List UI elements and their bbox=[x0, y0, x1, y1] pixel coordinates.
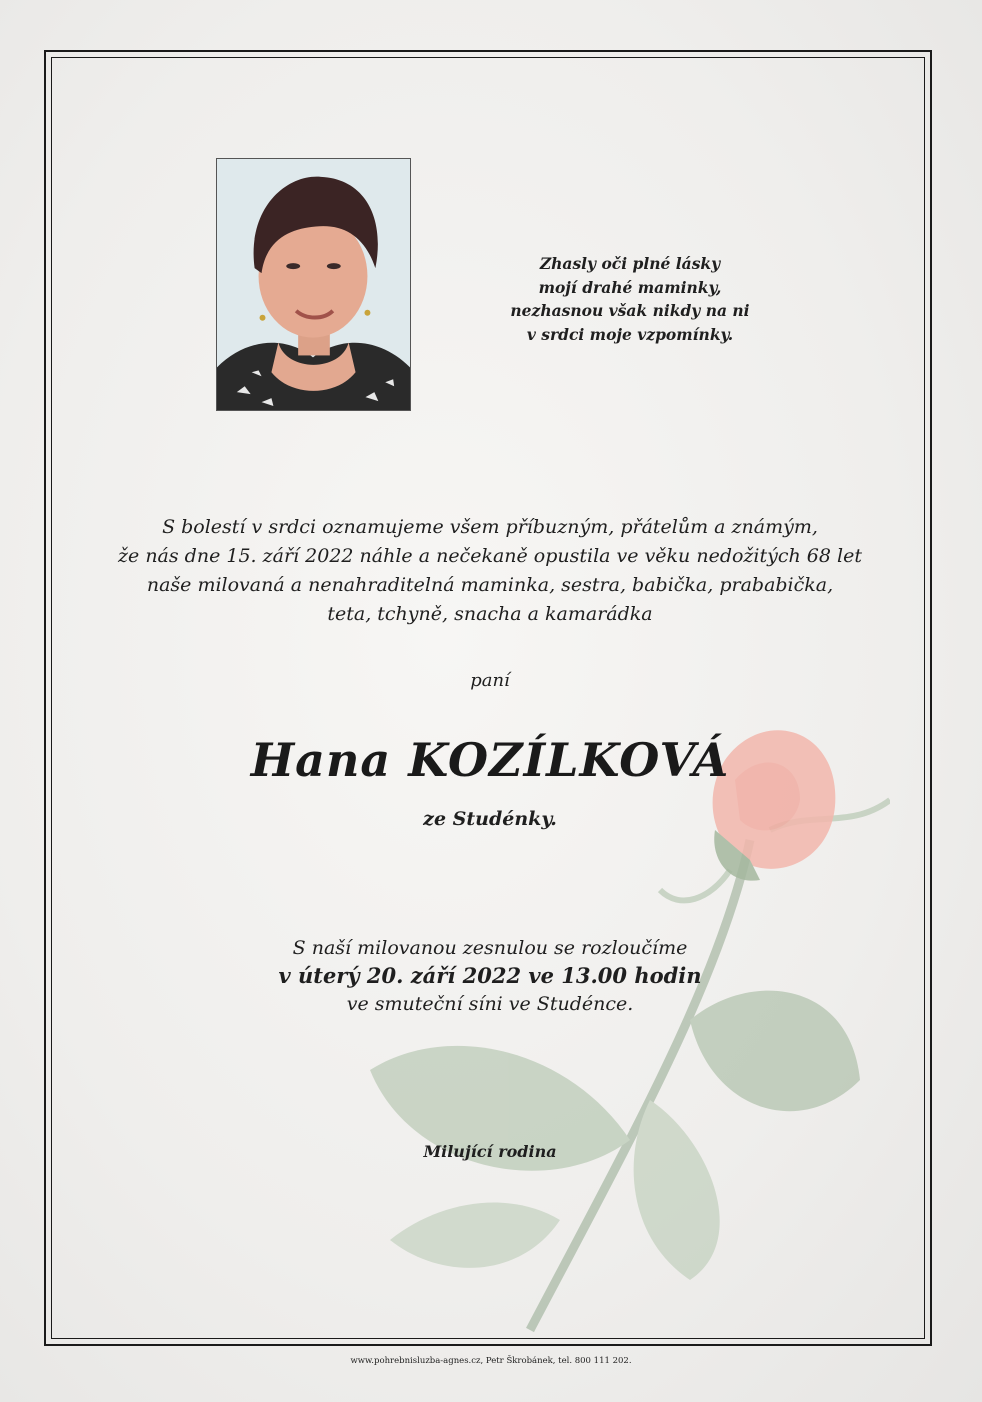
deceased-name: Hana KOZÍLKOVÁ bbox=[250, 733, 730, 787]
signature: Milující rodina bbox=[423, 1142, 557, 1161]
verse-line: nezhasnou však nikdy na ni bbox=[510, 301, 750, 320]
portrait-photo bbox=[216, 158, 411, 411]
verse-line: Zhasly oči plné lásky bbox=[539, 254, 721, 273]
announcement-line: S bolestí v srdci oznamujeme všem příbuzným, přátelům a známým, bbox=[162, 516, 818, 538]
death-announcement bbox=[90, 513, 890, 629]
footer-contact: www.pohrebnisluzba-agnes.cz, Petr Škrobánek, tel. 800 111 202. bbox=[350, 1356, 632, 1366]
funeral-date-time: v úterý 20. září 2022 ve 13.00 hodin bbox=[278, 963, 702, 988]
memorial-verse bbox=[480, 252, 780, 346]
funeral-details bbox=[190, 934, 790, 1018]
announcement-line: naše milovaná a nenahraditelná maminka, sestra, babička, prababička, bbox=[146, 574, 834, 596]
honorific: paní bbox=[470, 670, 510, 691]
deceased-origin: ze Studénky. bbox=[423, 808, 557, 830]
verse-line: v srdci moje vzpomínky. bbox=[526, 324, 734, 344]
verse-line: mojí drahé maminky, bbox=[538, 277, 722, 297]
funeral-location: ve smuteční síni ve Studénce. bbox=[346, 993, 634, 1015]
announcement-line: že nás dne 15. září 2022 náhle a nečekaně opustila ve věku nedožitých 68 let bbox=[118, 545, 862, 567]
announcement-line: teta, tchyně, snacha a kamarádka bbox=[327, 603, 653, 625]
farewell-intro: S naší milovanou zesnulou se rozloučíme bbox=[292, 937, 688, 959]
